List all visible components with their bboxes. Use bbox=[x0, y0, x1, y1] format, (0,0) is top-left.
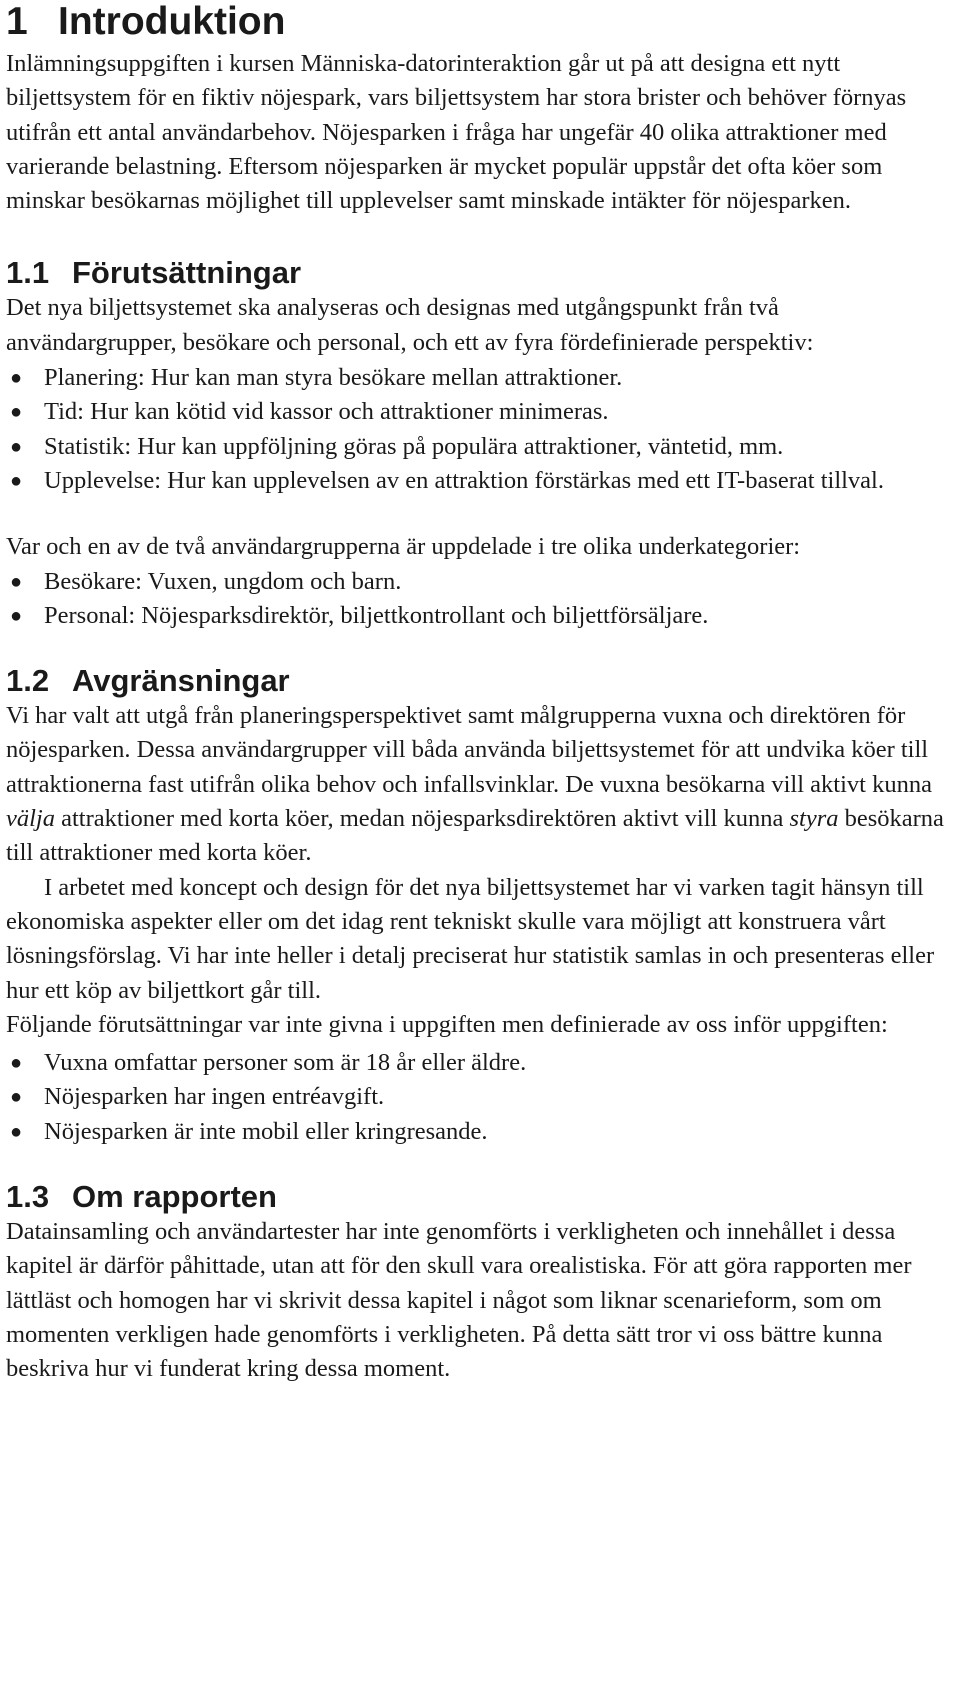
section-title: Förutsättningar bbox=[72, 255, 302, 291]
bullet-icon: ● bbox=[10, 1052, 23, 1075]
scope-text: besökarna till attraktioner med korta köer. bbox=[6, 805, 944, 867]
emphasis-steer: styra bbox=[789, 805, 839, 833]
section-title: Om rapporten bbox=[72, 1179, 277, 1215]
section-title: Introduktion bbox=[58, 0, 286, 43]
list-item bbox=[6, 565, 952, 599]
list-item bbox=[6, 1046, 952, 1080]
list-item bbox=[6, 395, 952, 429]
list-item bbox=[6, 361, 952, 395]
scope-text: Vi har valt att utgå från planeringsperspektivet samt målgrupperna vuxna och direktören för nöjesparken. Dessa användargrupper vill båda använda biljettsystemet för att undvika köer till attraktionerna fast utifrån olika behov och infallsvinklar. De vuxna besökarna vill aktivt kunna bbox=[6, 702, 932, 798]
list-item-text: Vuxna omfattar personer som är 18 år eller äldre. bbox=[44, 1049, 527, 1077]
user-groups-list bbox=[6, 565, 952, 634]
list-item-text: Upplevelse: Hur kan upplevelsen av en attraktion förstärkas med ett IT-baserat tillval. bbox=[44, 466, 884, 494]
section-1-heading bbox=[6, 0, 952, 46]
section-number: 1 bbox=[6, 0, 28, 43]
scope-paragraph bbox=[6, 699, 952, 870]
assumptions-list bbox=[6, 1046, 952, 1149]
section-title: Avgränsningar bbox=[72, 663, 290, 699]
list-item bbox=[6, 1115, 952, 1149]
bullet-icon: ● bbox=[10, 401, 23, 424]
limitations-paragraph: I arbetet med koncept och design för det nya biljettsystemet har vi varken tagit hänsyn till ekonomiska aspekter eller om det idag rent tekniskt skulle vara möjligt att konstruera vårt lösningsförslag. Vi har inte heller i detalj preciserat hur statistik samlas in och presenteras eller hur ett köp av biljettkort går till. bbox=[6, 873, 935, 1004]
list-item bbox=[6, 599, 952, 633]
bullet-icon: ● bbox=[10, 604, 23, 627]
list-item bbox=[6, 464, 952, 498]
list-item-text: Nöjesparken har ingen entréavgift. bbox=[44, 1083, 385, 1111]
section-number: 1.3 bbox=[6, 1179, 50, 1215]
bullet-icon: ● bbox=[10, 367, 23, 390]
list-item-text: Personal: Nöjesparksdirektör, biljettkontrollant och biljettförsäljare. bbox=[44, 601, 709, 629]
list-item-text: Tid: Hur kan kötid vid kassor och attraktioner minimeras. bbox=[44, 398, 609, 426]
prerequisites-paragraph: Det nya biljettsystemet ska analyseras och designas med utgångspunkt från två användargrupper, besökare och personal, och ett av fyra fördefinierade perspektiv: bbox=[6, 294, 814, 356]
bullet-icon: ● bbox=[10, 469, 23, 492]
intro-paragraph: Inlämningsuppgiften i kursen Människa-datorinteraktion går ut på att designa ett nytt biljettsystem för en fiktiv nöjespark, vars biljettsystem har stora brister och behöver förnyas utifrån ett antal användarbehov. Nöjesparken i fråga har ungefär 40 olika attraktioner med varierande belastning. Eftersom nöjesparken är mycket populär uppstår det ofta köer som minskar besökarnas möjlighet till upplevelser samt minskade intäkter för nöjesparken. bbox=[6, 50, 907, 215]
section-number: 1.2 bbox=[6, 663, 50, 699]
section-number: 1.1 bbox=[6, 255, 50, 291]
list-item bbox=[6, 1080, 952, 1114]
list-item-text: Statistik: Hur kan uppföljning göras på populära attraktioner, väntetid, mm. bbox=[44, 432, 784, 460]
list-item-text: Besökare: Vuxen, ungdom och barn. bbox=[44, 567, 402, 595]
section-1-3-heading bbox=[6, 1179, 952, 1215]
scope-text: attraktioner med korta köer, medan nöjesparksdirektören aktivt vill kunna bbox=[55, 805, 790, 833]
perspectives-list bbox=[6, 361, 952, 498]
user-groups-paragraph: Var och en av de två användargrupperna är uppdelade i tre olika underkategorier: bbox=[6, 533, 801, 561]
emphasis-choose: välja bbox=[6, 805, 55, 833]
bullet-icon: ● bbox=[10, 1120, 23, 1143]
report-paragraph: Datainsamling och användartester har inte genomförts i verkligheten och innehållet i dessa kapitel är därför påhittade, utan att för den skull vara orealistiska. För att göra rapporten mer lättläst och homogen har vi skrivit dessa kapitel i något som liknar scenarieform, som om momenten verkligen hade genomförts i verkligheten. På detta sätt tror vi oss bättre kunna beskriva hur vi funderat kring dessa moment. bbox=[6, 1218, 912, 1383]
list-item-text: Planering: Hur kan man styra besökare mellan attraktioner. bbox=[44, 364, 623, 392]
bullet-icon: ● bbox=[10, 570, 23, 593]
assumptions-intro-paragraph: Följande förutsättningar var inte givna i uppgiften men definierade av oss inför uppgiften: bbox=[6, 1010, 888, 1038]
section-1-1-heading bbox=[6, 255, 952, 291]
list-item-text: Nöjesparken är inte mobil eller kringresande. bbox=[44, 1117, 488, 1145]
bullet-icon: ● bbox=[10, 1086, 23, 1109]
section-1-2-heading bbox=[6, 663, 952, 699]
list-item bbox=[6, 430, 952, 464]
bullet-icon: ● bbox=[10, 435, 23, 458]
